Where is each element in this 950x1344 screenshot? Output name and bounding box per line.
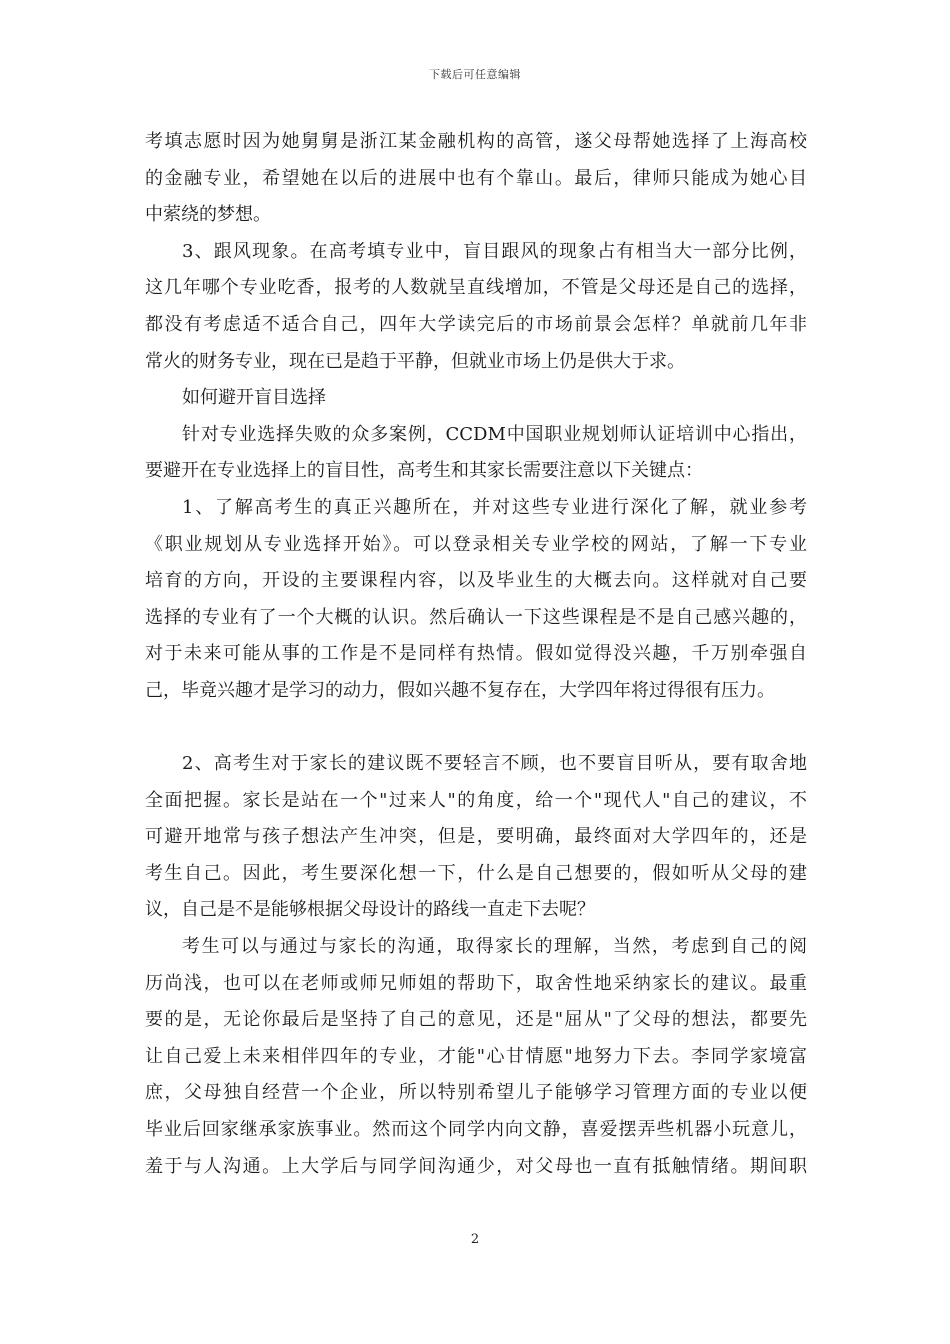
text-line: 培育的方向，开设的主要课程内容，以及毕业生的大概去向。这样就对自己要 (145, 570, 807, 592)
text-line: 这几年哪个专业吃香，报考的人数就呈直线增加，不管是父母还是自己的选择， (145, 277, 807, 299)
text-line: 要避开在专业选择上的盲目性，高考生和其家长需要注意以下关键点： (145, 460, 703, 482)
text-line: 庶，父母独自经营一个企业，所以特别希望儿子能够学习管理方面的专业以便 (145, 1082, 807, 1104)
text-line: 2、高考生对于家长的建议既不要轻言不顾，也不要盲目听从，要有取舍地 (182, 753, 807, 775)
text-line: 可避开地常与孩子想法产生冲突，但是，要明确，最终面对大学四年的，还是 (145, 826, 807, 848)
text-line: 议，自己是不是能够根据父母设计的路线一直走下去呢？ (145, 899, 595, 921)
text-line: 都没有考虑适不适合自己，四年大学读完后的市场前景会怎样？单就前几年非 (145, 313, 807, 335)
text-line: 让自己爱上未来相伴四年的专业，才能"心甘情愿"地努力下去。李同学家境富 (145, 1045, 807, 1067)
text-line: 考生可以与通过与家长的沟通，取得家长的理解，当然，考虑到自己的阅 (182, 936, 807, 958)
text-line: 己，毕竟兴趣才是学习的动力，假如兴趣不复存在，大学四年将过得很有压力。 (145, 679, 775, 701)
paragraph-spacer (145, 710, 807, 747)
page-header: 下载后可任意编辑 (429, 68, 521, 81)
text-line: 历尚浅，也可以在老师或师兄师姐的帮助下，取舍性地采纳家长的建议。最重 (145, 972, 807, 994)
text-line: 毕业后回家继承家族事业。然而这个同学内向文静，喜爱摆弄些机器小玩意儿， (145, 1119, 807, 1141)
text-line: 常火的财务专业，现在已是趋于平静，但就业市场上仍是供大于求。 (145, 350, 685, 372)
text-line: 《职业规划从专业选择开始》。可以登录相关专业学校的网站，了解一下专业 (145, 533, 807, 555)
text-line: 羞于与人沟通。上大学后与同学间沟通少，对父母也一直有抵触情绪。期间职 (145, 1155, 807, 1177)
text-line: 的金融专业，希望她在以后的进展中也有个靠山。最后，律师只能成为她心目 (145, 167, 807, 189)
text-line: 选择的专业有了一个大概的认识。然后确认一下这些课程是不是自己感兴趣的， (145, 606, 807, 628)
page-number: 2 (470, 1232, 480, 1247)
text-line: 全面把握。家长是站在一个"过来人"的角度，给一个"现代人"自己的建议，不 (145, 789, 807, 811)
text-line: 中萦绕的梦想。 (145, 204, 271, 226)
text-line: 考填志愿时因为她舅舅是浙江某金融机构的高管，遂父母帮她选择了上海高校 (145, 131, 807, 152)
text-line: 要的是，无论你最后是坚持了自己的意见，还是"屈从"了父母的想法，都要先 (145, 1009, 807, 1031)
text-line: 考生自己。因此，考生要深化想一下，什么是自己想要的，假如听从父母的建 (145, 862, 807, 884)
document-body (145, 124, 807, 1185)
text-line: 对于未来可能从事的工作是不是同样有热情。假如觉得没兴趣，千万别牵强自 (145, 643, 807, 665)
text-line: 3、跟风现象。在高考填专业中，盲目跟风的现象占有相当大一部分比例， (182, 240, 807, 262)
text-line: 针对专业选择失败的众多案例，CCDM中国职业规划师认证培训中心指出， (182, 423, 807, 445)
section-heading: 如何避开盲目选择 (182, 387, 326, 409)
text-line: 1、了解高考生的真正兴趣所在，并对这些专业进行深化了解，就业参考 (182, 496, 807, 518)
